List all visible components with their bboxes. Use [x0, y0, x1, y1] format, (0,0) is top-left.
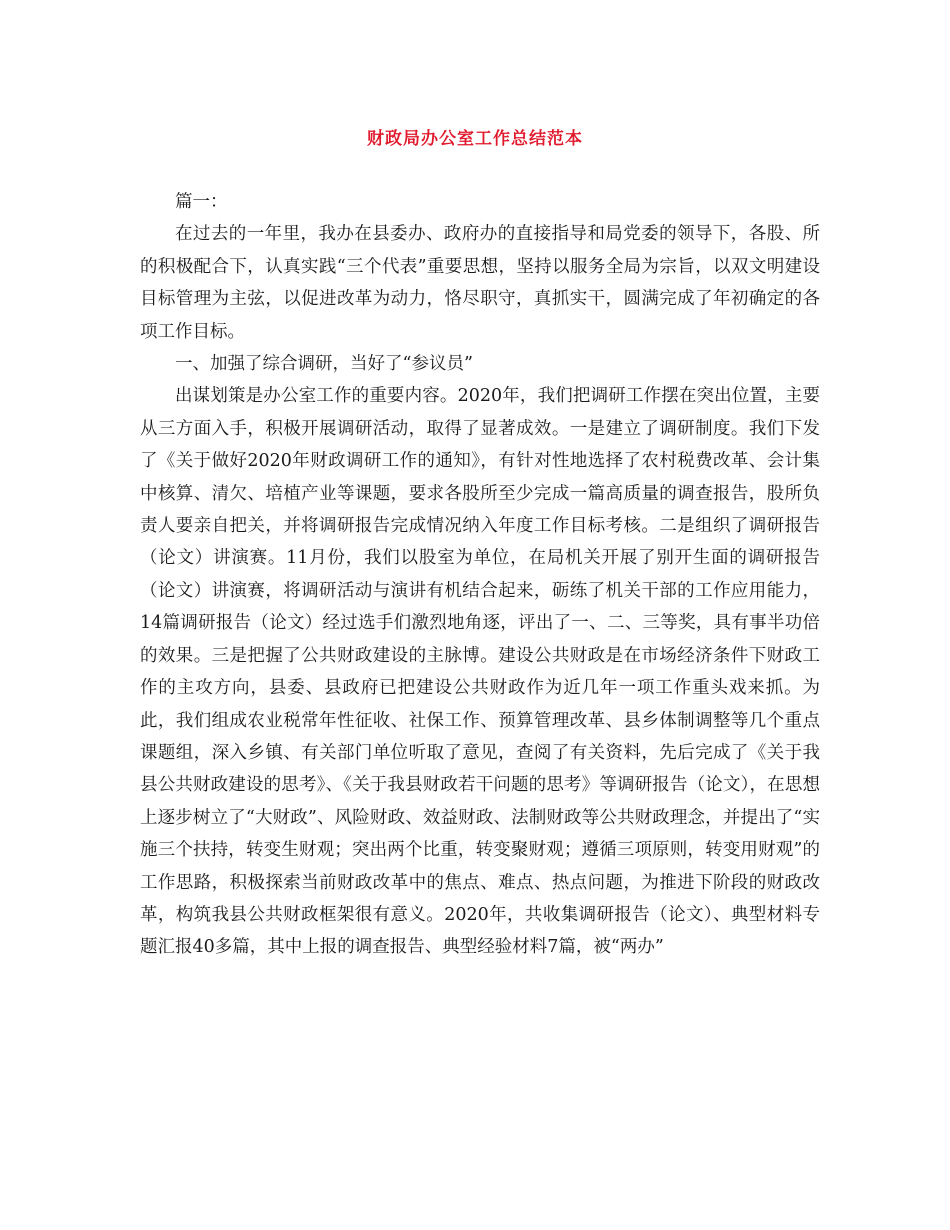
research-paragraph: 出谋划策是办公室工作的重要内容。2020年，我们把调研工作摆在突出位置，主要从三方面入手，积极开展调研活动，取得了显著成效。一是建立了调研制度。我们下发了《关于做好2020年财政调研工作的通知》，有针对性地选择了农村税费改革、会计集中核算、清欠、培植产业等课题，要求各股所至少完成一篇高质量的调查报告，股所负责人要亲自把关，并将调研报告完成情况纳入年度工作目标考核。二是组织了调研报告（论文）讲演赛。11月份，我们以股室为单位，在局机关开展了别开生面的调研报告（论文）讲演赛，将调研活动与演讲有机结合起来，砺练了机关干部的工作应用能力，14篇调研报告（论文）经过选手们激烈地角逐，评出了一、二、三等奖，具有事半功倍的效果。三是把握了公共财政建设的主脉博。建设公共财政是在市场经济条件下财政工作的主攻方向，县委、县政府已把建设公共财政作为近几年一项工作重头戏来抓。为此，我们组成农业税常年性征收、社保工作、预算管理改革、县乡体制调整等几个重点课题组，深入乡镇、有关部门单位听取了意见，查阅了有关资料，先后完成了《关于我县公共财政建设的思考》、《关于我县财政若干问题的思考》等调研报告（论文），在思想上逐步树立了“大财政”、风险财政、效益财政、法制财政等公共财政理念，并提出了“实施三个扶持，转变生财观；突出两个比重，转变聚财观；遵循三项原则，转变用财观”的工作思路，积极探索当前财政改革中的焦点、难点、热点问题，为推进下阶段的财政改革，构筑我县公共财政框架很有意义。2020年，共收集调研报告（论文）、典型材料专题汇报40多篇，其中上报的调查报告、典型经验材料7篇，被“两办” — [140, 386, 820, 958]
section-heading-part-one: 篇一： — [175, 192, 228, 212]
document-body — [140, 186, 820, 964]
document-title: 财政局办公室工作总结范本 — [367, 129, 583, 149]
section-heading-research: 一、加强了综合调研，当好了“参议员” — [175, 354, 473, 375]
intro-paragraph: 在过去的一年里，我办在县委办、政府办的直接指导和局党委的领导下，各股、所的积极配合下，认真实践“三个代表”重要思想，坚持以服务全局为宗旨，以双文明建设目标管理为主弦，以促进改革为动力，恪尽职守，真抓实干，圆满完成了年初确定的各项工作目标。 — [140, 224, 820, 342]
